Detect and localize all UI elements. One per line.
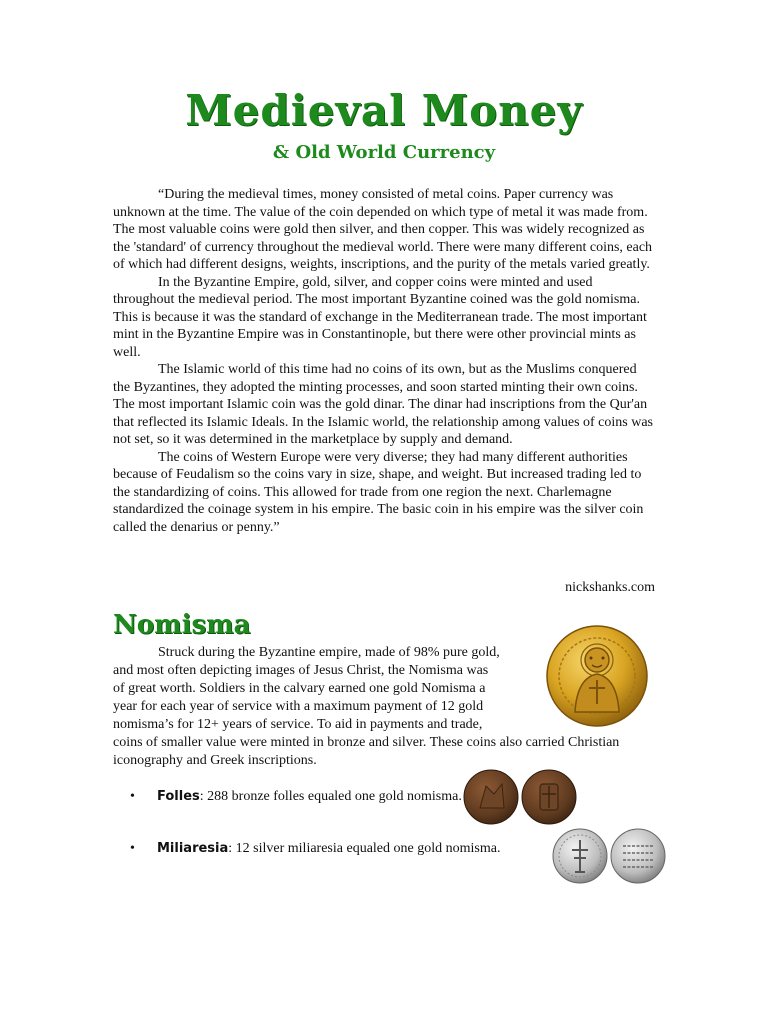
item-text: 288 bronze folles equaled one gold nomisma. [203, 789, 462, 804]
bronze-coins-image [462, 768, 578, 826]
intro-paragraph: “During the medieval times, money consisted of metal coins. Paper currency was unknown at the time. The value of the coin depended on which type of metal it was made from. The most valuable coins were gold then silver, and then copper. This was widely recognized as the 'standard' of currency throughout the medieval world. There were many different coins, each of which had different designs, weights, inscriptions, and the purity of the metals varied greatly. [113, 187, 653, 272]
term-colon: : [199, 789, 204, 804]
term-colon: : [228, 841, 233, 856]
term-miliaresia: Miliaresia [157, 841, 229, 856]
bullet: • [130, 841, 135, 856]
intro-paragraph: The coins of Western Europe were very diverse; they had many different authorities because of Feudalism so the coins vary in size, shape, and weight. But increased trading led to the standardizing of coins. This allowed for trade from one region the next. Charlemagne standardized the coinage system in his empire. The basic coin in his empire was the silver coin called the denarius or penny.” [113, 449, 644, 535]
nomisma-description [113, 644, 538, 734]
nomisma-line: and most often depicting images of Jesus Christ, the Nomisma was [113, 663, 489, 678]
nomisma-line: year for each year of service with a maximum payment of 12 gold [113, 699, 484, 714]
gold-coin-image [545, 624, 649, 728]
page-subtitle: & Old World Currency [272, 142, 496, 163]
nomisma-line: nomisma’s for 12+ years of service. To aid in payments and trade, [113, 717, 483, 732]
list-item-miliaresia [130, 840, 550, 858]
nomisma-line: of great worth. Soldiers in the calvary earned one gold Nomisma a [113, 681, 486, 696]
term-folles: Folles [157, 789, 200, 804]
item-text: 12 silver miliaresia equaled one gold nomisma. [232, 841, 501, 856]
page-title: Medieval Money [185, 86, 583, 135]
intro-paragraph: In the Byzantine Empire, gold, silver, and copper coins were minted and used throughout the medieval period. The most important Byzantine coined was the gold nomisma. This is because it was the standard of exchange in the Mediterranean trade. The most important mint in the Byzantine Empire was in Constantinople, but there were other provincial mints as well. [113, 274, 647, 360]
section-heading-nomisma: Nomisma [113, 610, 251, 640]
bullet: • [130, 789, 135, 804]
nomisma-line: Struck during the Byzantine empire, made of 98% pure gold, [158, 645, 500, 660]
nomisma-description-continued: coins of smaller value were minted in bronze and silver. These coins also carried Christian iconography and Greek inscriptions. [113, 735, 620, 768]
intro-text [113, 186, 655, 536]
silver-coins-image [551, 826, 667, 886]
source-citation: nickshanks.com [565, 580, 655, 595]
intro-paragraph: The Islamic world of this time had no coins of its own, but as the Muslims conquered the Byzantines, they adopted the minting processes, and soon started minting their own coins. The most important Islamic coin was the gold dinar. The dinar had inscriptions from the Qur'an that reflected its Islamic Ideals. In the Islamic world, the relationship among values of coins was not set, so it was determined in the marketplace by supply and demand. [113, 362, 654, 447]
